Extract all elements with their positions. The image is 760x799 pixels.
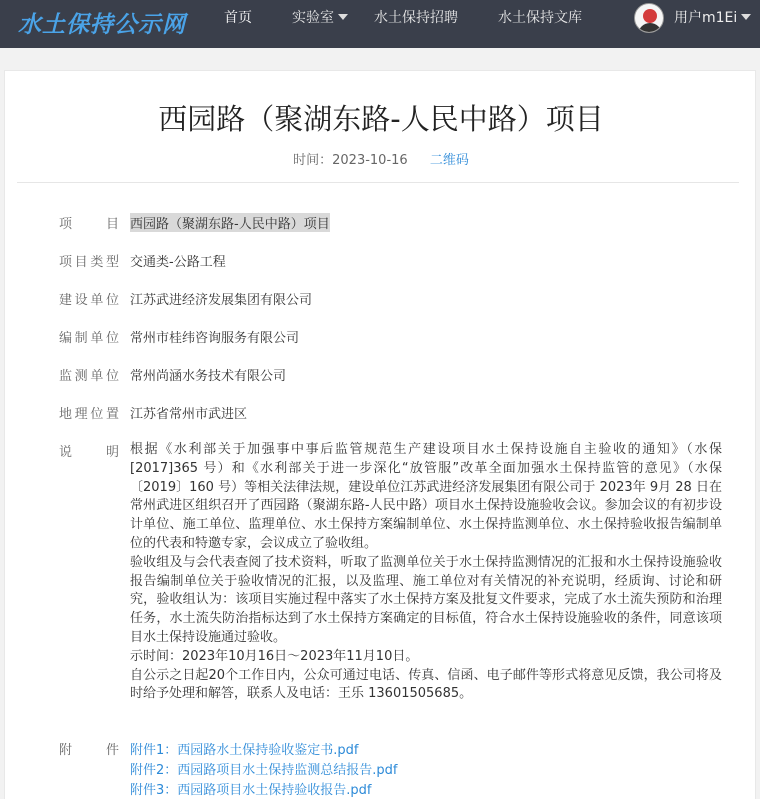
- field-value-builder: 江苏武进经济发展集团有限公司: [130, 293, 313, 308]
- qrcode-link[interactable]: 二维码: [429, 153, 469, 168]
- chevron-down-icon: [741, 14, 751, 20]
- nav-home[interactable]: 首页: [224, 10, 252, 26]
- attachment-link-1[interactable]: 附件1：西园路水土保持验收鉴定书.pdf: [130, 743, 359, 758]
- top-navbar: [0, 0, 760, 48]
- nav-lab[interactable]: [292, 0, 348, 48]
- divider: [17, 182, 739, 183]
- description-paragraph: 验收组及与会代表查阅了技术资料，听取了监测单位关于水土保持监测情况的汇报和水土保持设施验收报告编制单位关于验收情况的汇报，以及监理、施工单位对有关情况的补充说明，经质询、讨论和研究，验收组认为：该项目实施过程中落实了水土保持方案及批复文件要求，完成了水土流失预防和治理任务，水土流失防治指标达到了水土保持方案确定的目标值，符合水土保持设施验收的条件，同意该项目水土保持设施通过验收。: [130, 554, 722, 645]
- field-value-compiler: 常州市桂纬咨询服务有限公司: [130, 331, 300, 346]
- attachments-label: 附 件: [59, 743, 119, 758]
- field-label-type: 项目类型: [59, 255, 119, 270]
- article-meta: [5, 149, 757, 168]
- nav-lab-label: 实验室: [292, 10, 334, 26]
- user-name[interactable]: [674, 3, 751, 33]
- field-label-compiler: 编制单位: [59, 331, 119, 346]
- avatar[interactable]: [634, 3, 664, 33]
- article-card: [4, 70, 756, 799]
- avatar-head-shape: [643, 9, 657, 23]
- chevron-down-icon: [338, 14, 348, 20]
- site-logo[interactable]: 水土保持公示网: [18, 12, 186, 38]
- field-label-project: 项 目: [59, 217, 119, 232]
- description-text: [130, 441, 722, 704]
- field-value-location: 江苏省常州市武进区: [130, 407, 248, 422]
- field-value-project: 西园路（聚湖东路-人民中路）项目: [130, 213, 330, 232]
- field-label-builder: 建设单位: [59, 293, 119, 308]
- time-label: 时间：: [293, 153, 333, 168]
- field-label-monitor: 监测单位: [59, 369, 119, 384]
- nav-library[interactable]: 水土保持文库: [498, 10, 582, 26]
- nav-recruitment[interactable]: 水土保持招聘: [374, 10, 458, 26]
- avatar-body-shape: [638, 23, 662, 33]
- description-paragraph: 示时间：2023年10月16日～2023年11月10日。: [130, 648, 419, 664]
- page-title: 西园路（聚湖东路-人民中路）项目: [158, 102, 604, 136]
- attachment-link-3[interactable]: 附件3：西园路项目水土保持验收报告.pdf: [130, 783, 372, 798]
- description-label: 说 明: [59, 445, 119, 460]
- user-name-label: 用户m1Ei: [674, 10, 738, 26]
- field-value-monitor: 常州尚涵水务技术有限公司: [130, 369, 287, 384]
- field-value-type: 交通类-公路工程: [130, 255, 226, 270]
- description-paragraph: 自公示之日起20个工作日内，公众可通过电话、传真、信函、电子邮件等形式将意见反馈，我公司将及时给予处理和解答，联系人及电话：王乐 13601505685。: [130, 667, 722, 702]
- publish-date: 2023-10-16: [332, 153, 408, 168]
- attachment-link-2[interactable]: 附件2：西园路项目水土保持监测总结报告.pdf: [130, 763, 398, 778]
- field-label-location: 地理位置: [59, 407, 119, 422]
- description-paragraph: 根据《水利部关于加强事中事后监管规范生产建设项目水土保持设施自主验收的通知》（水保[2017]365 号）和《水利部关于进一步深化“放管服”改革全面加强水土保持监管的意见》（水保〔2019〕160 号）等相关法律法规，建设单位江苏武进经济发展集团有限公司于 2023年 9月 28 日在常州武进区组织召开了西园路（聚湖东路-人民中路）项目水土保持设施验收会议。参加会议的有初步设计单位、施工单位、监理单位、水土保持方案编制单位、水土保持监测单位、水土保持验收报告编制单位的代表和特邀专家，会议成立了验收组。: [130, 442, 722, 551]
